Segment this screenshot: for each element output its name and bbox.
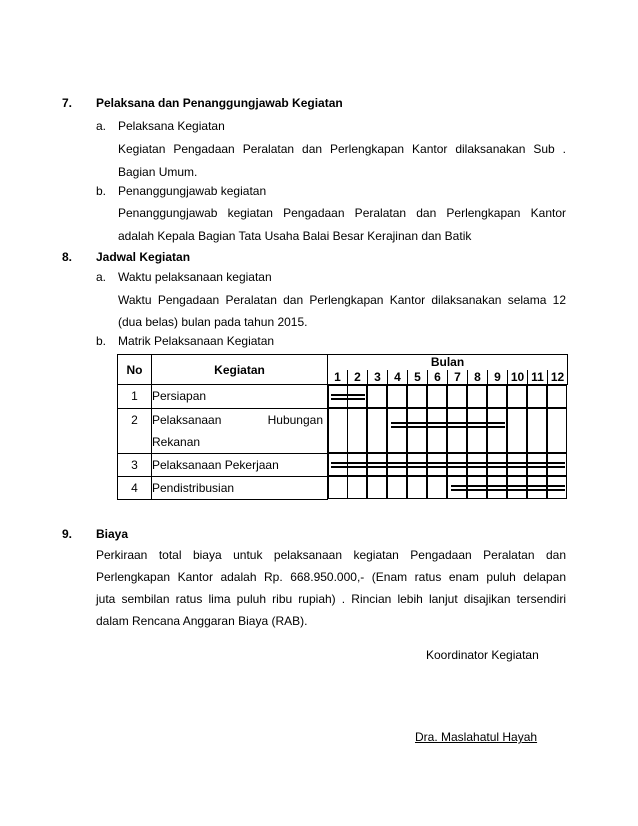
section-8a-letter: a. <box>96 270 107 284</box>
gantt-bar <box>331 394 365 400</box>
month-cell <box>427 476 447 499</box>
month-1: 1 <box>328 370 348 385</box>
row-3-no: 3 <box>118 453 152 476</box>
month-5: 5 <box>408 370 428 385</box>
month-cell <box>487 408 507 453</box>
month-2: 2 <box>348 370 368 385</box>
month-cell <box>367 385 387 408</box>
row-2-kegiatan <box>152 408 328 453</box>
month-cell <box>367 408 387 453</box>
month-10: 10 <box>508 370 528 385</box>
gantt-bar <box>391 422 505 428</box>
row-2-kegiatan-word2: Hubungan <box>267 412 323 427</box>
table-row <box>118 385 568 409</box>
header-no: No <box>118 355 152 385</box>
month-cell <box>387 385 407 408</box>
table-row <box>118 476 568 499</box>
table-row <box>118 453 568 476</box>
row-4-timeline <box>328 476 568 499</box>
section-8b-letter: b. <box>96 334 107 348</box>
month-cell <box>347 476 367 499</box>
section-8a-text-line1: Waktu Pengadaan Peralatan dan Perlengkapan Kantor dilaksanakan selama 12 <box>118 293 566 307</box>
month-cell <box>467 408 487 453</box>
schedule-matrix-table <box>117 354 568 500</box>
month-cell <box>507 385 527 408</box>
section-8-title: Jadwal Kegiatan <box>96 250 191 264</box>
month-cell <box>527 408 547 453</box>
row-4-kegiatan: Pendistribusian <box>152 476 328 499</box>
month-4: 4 <box>388 370 408 385</box>
month-cell <box>427 385 447 408</box>
month-cell <box>387 408 407 453</box>
month-cell <box>347 408 367 453</box>
section-7a-text-line2: Bagian Umum. <box>118 165 198 179</box>
section-8-number: 8. <box>62 250 73 264</box>
section-9-paragraph-line4: dalam Rencana Anggaran Biaya (RAB). <box>96 614 308 628</box>
section-7a-label: Pelaksana Kegiatan <box>118 119 225 133</box>
row-2-no: 2 <box>118 408 152 453</box>
section-7b-text-line2: adalah Kepala Bagian Tata Usaha Balai Besar Kerajinan dan Batik <box>118 229 472 243</box>
gantt-bar <box>451 485 565 491</box>
month-9: 9 <box>488 370 508 385</box>
section-9-paragraph-line2: Perlengkapan Kantor adalah Rp. 668.950.000,- (Enam ratus enam puluh delapan <box>96 570 566 584</box>
row-4-no: 4 <box>118 476 152 499</box>
row-3-kegiatan: Pelaksanaan Pekerjaan <box>152 453 328 476</box>
month-cell <box>547 385 567 408</box>
month-7: 7 <box>448 370 468 385</box>
section-8b-label: Matrik Pelaksanaan Kegiatan <box>118 334 275 348</box>
row-1-timeline <box>328 385 568 409</box>
month-cell <box>407 385 427 408</box>
month-11: 11 <box>528 370 548 385</box>
section-7b-text-line1: Penanggungjawab kegiatan Pengadaan Peralatan dan Perlengkapan Kantor <box>118 206 566 220</box>
month-cell <box>447 408 467 453</box>
month-3: 3 <box>368 370 388 385</box>
month-cell <box>547 408 567 453</box>
section-9-title: Biaya <box>96 527 129 541</box>
signature-name: Dra. Maslahatul Hayah <box>415 730 538 744</box>
section-8a-text-line2: (dua belas) bulan pada tahun 2015. <box>118 315 308 329</box>
month-cell <box>407 476 427 499</box>
header-bulan: Bulan <box>328 355 568 370</box>
month-12: 12 <box>548 370 568 385</box>
row-2-kegiatan-word1: Pelaksanaan <box>152 412 222 427</box>
section-7a-letter: a. <box>96 119 107 133</box>
row-2-timeline <box>328 408 568 453</box>
month-cell <box>467 385 487 408</box>
row-1-no: 1 <box>118 385 152 409</box>
section-9-paragraph-line3: juta sembilan ratus lima puluh ribu rupiah) . Rincian lebih lanjut disajikan tersendiri <box>96 592 566 606</box>
signature-role: Koordinator Kegiatan <box>426 648 539 662</box>
month-cell <box>387 476 407 499</box>
row-2-kegiatan-word3: Rekanan <box>152 434 201 449</box>
section-9-paragraph-line1: Perkiraan total biaya untuk pelaksanaan kegiatan Pengadaan Peralatan dan <box>96 548 566 562</box>
header-kegiatan: Kegiatan <box>152 355 328 385</box>
section-7a-text-line1: Kegiatan Pengadaan Peralatan dan Perlengkapan Kantor dilaksanakan Sub . <box>118 142 566 156</box>
section-7-title: Pelaksana dan Penanggungjawab Kegiatan <box>96 96 343 110</box>
month-8: 8 <box>468 370 488 385</box>
month-cell <box>328 476 348 499</box>
row-3-timeline <box>328 453 568 476</box>
gantt-bar <box>331 462 565 468</box>
month-cell <box>527 385 547 408</box>
month-cell <box>427 408 447 453</box>
table-row <box>118 408 568 453</box>
month-cell <box>487 385 507 408</box>
month-cell <box>328 408 348 453</box>
section-9-number: 9. <box>62 527 73 541</box>
month-6: 6 <box>428 370 448 385</box>
month-cell <box>507 408 527 453</box>
section-7b-letter: b. <box>96 184 107 198</box>
section-7-number: 7. <box>62 96 73 110</box>
section-7b-label: Penanggungjawab kegiatan <box>118 184 267 198</box>
month-cell <box>407 408 427 453</box>
month-cell <box>447 385 467 408</box>
row-1-kegiatan: Persiapan <box>152 385 328 409</box>
month-cell <box>367 476 387 499</box>
section-8a-label: Waktu pelaksanaan kegiatan <box>118 270 272 284</box>
